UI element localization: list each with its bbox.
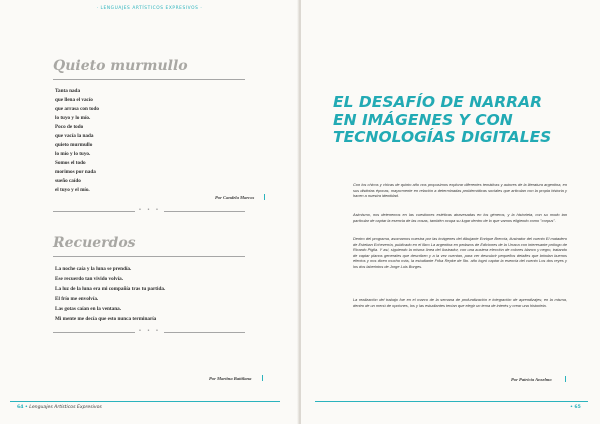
page-number: 65: [574, 405, 581, 410]
title-underline: [53, 79, 245, 80]
footer-title: Lenguajes Artísticos Expresivos: [29, 405, 102, 410]
headline-line: TECNOLOGÍAS DIGITALES: [333, 128, 552, 146]
poem-byline: Por Candela Marcos: [215, 195, 255, 200]
left-page: [0, 0, 299, 424]
poem-line: El frío me envolvía.: [55, 296, 99, 302]
byline-accent-bar: [262, 375, 263, 381]
title-underline: [53, 256, 245, 257]
footer: [17, 405, 102, 410]
poem-line: sueño caído: [55, 178, 81, 184]
right-page: [301, 0, 600, 424]
poem-line: Tanta nada: [55, 88, 81, 94]
headline-line: EL DESAFÍO DE NARRAR: [333, 93, 543, 111]
byline-accent-bar: [565, 376, 566, 382]
poem-line: La luz de la luna era mi compañía tras tu partida.: [55, 286, 166, 292]
divider-dots: • • •: [0, 207, 299, 213]
poem-line: Ese recuerdo tan vivido volvía.: [55, 276, 124, 282]
divider-dots: • • •: [0, 328, 299, 334]
poem-line: lo tuyo y lo mío.: [55, 115, 91, 121]
footer-separator: •: [570, 405, 573, 410]
poem-line: La noche caía y la luna se prendía.: [55, 266, 132, 272]
poem-line: que llena el vacío: [55, 97, 93, 103]
footer: [570, 405, 581, 410]
poem-line: Somos el todo: [55, 160, 86, 166]
poem-line: Las gotas caían en la ventana.: [55, 306, 122, 312]
headline-line: EN IMÁGENES Y CON: [333, 110, 513, 129]
footer-separator: •: [24, 405, 28, 410]
running-head: · LENGUAJES ARTÍSTICOS EXPRESIVOS ·: [96, 6, 203, 11]
poem-line: Poco de todo: [55, 124, 84, 130]
poem-title-recuerdos: Recuerdos: [53, 235, 136, 251]
body-paragraph: Con los chicos y chicas de quinto año nos propusimos explorar diferentes temáticas y autores de la literatura argentina, en sus distintas épocas, mayormente en relación a determinadas problemáticas sociales que articulan con la propia historia y hacen a nuestra identidad.: [353, 182, 567, 198]
body-paragraph: Asimismo, nos detenemos en las cuestiones estéticas atravesadas en los géneros, y la historieta, con su modo tan particular de captar la esencia de las cosas, también ocupa su lugar dentro de lo que vamos eligiendo como "corpus".: [353, 212, 567, 223]
poem-line: el tuyo y el mío.: [55, 187, 90, 193]
poem-line: que vacía la nada: [55, 133, 94, 139]
poem-title-quieto-murmullo: Quieto murmullo: [53, 58, 188, 74]
poem-byline: Por Martina Battilana: [209, 376, 252, 381]
article-byline: Por Patricia Anselmo: [511, 377, 552, 382]
poem-line: Mi mente me decía que esto nunca terminaría: [55, 316, 157, 322]
article-headline: [333, 94, 593, 147]
body-paragraph: Dentro del programa, asomamos nuestra por las imágenes del dibujante Enrique Breccia, ilustrador del cuento El matadero de Esteban Echeverría, publicado en el libro La argentina en pedazos de Ediciones de la Urraca con interesante prólogo de Ricardo Piglia. Y así, siguiendo la misma línea del ilustrador, con una austera elección de colores blanco y negro, tratando de captar planos generales que describen y a la vez cuentan, para ver descubrir pequeños detalles que brindan buenos efectos y nos dicen mucho más, la estudiante Frika Repke de 5to. año logró captar la esencia del cuento Los dos reyes y los dos laberintos de Jorge Luis Borges.: [353, 236, 567, 269]
page-number: 64: [17, 405, 24, 410]
poem-line: morimos por nada: [55, 169, 96, 175]
poem-line: que arrasa con todo: [55, 106, 99, 112]
body-paragraph: La realización del trabajo fue en el marco de la semana de profundización e integración de aprendizajes; en la misma, dentro de un menú de opciones, los y las estudiantes tenían que elegir un tema de interés y crear una historieta.: [353, 297, 567, 308]
poem-line: lo mío y lo tuyo.: [55, 151, 91, 157]
footer-rule: [10, 401, 280, 402]
poem-line: quieto murmullo: [55, 142, 93, 148]
footer-rule: [315, 401, 588, 402]
byline-accent-bar: [264, 194, 265, 200]
